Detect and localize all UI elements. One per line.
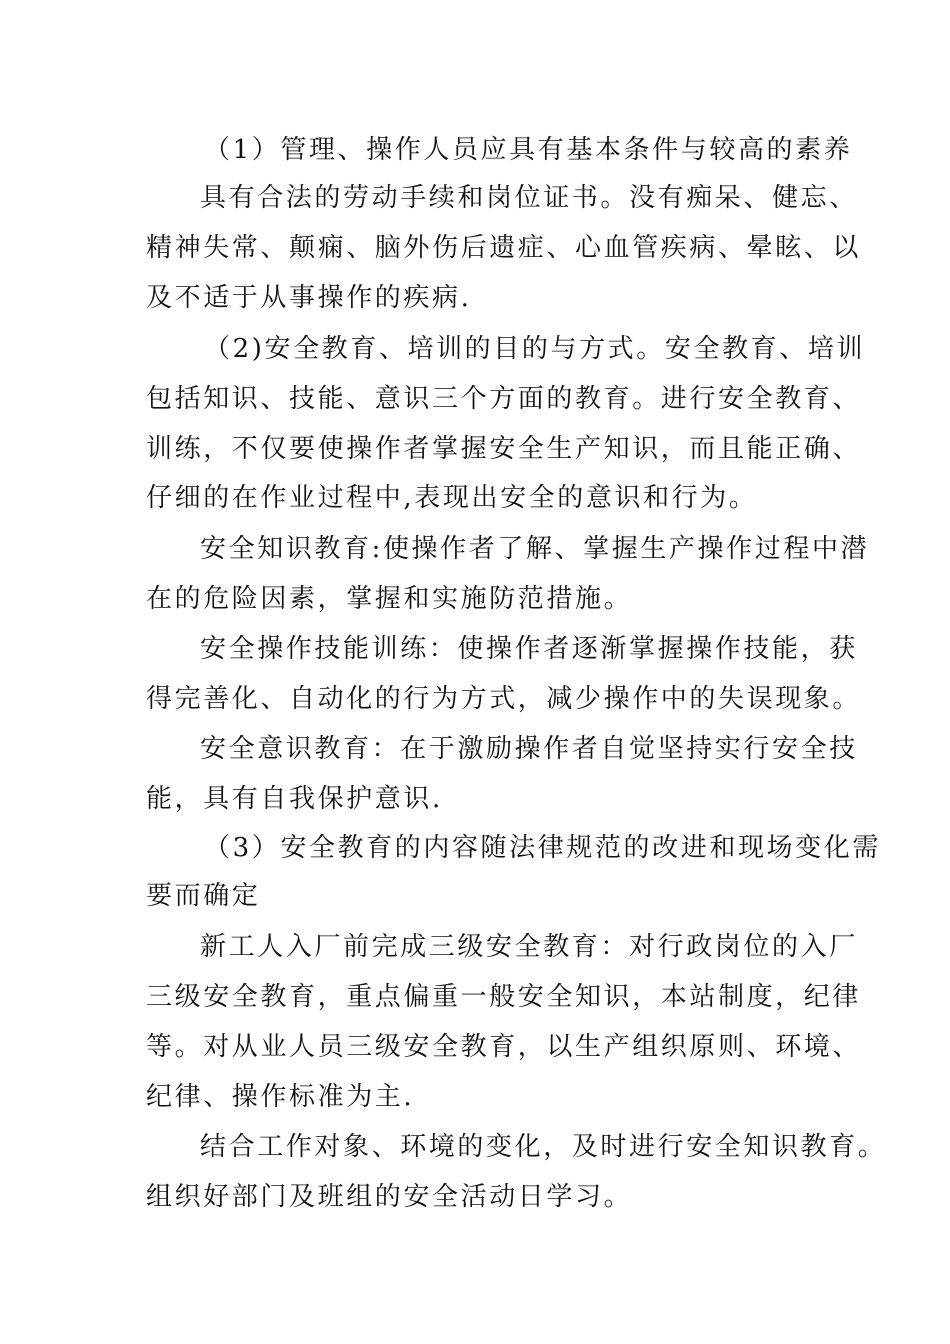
paragraph-line: 及不适于从事操作的疾病. (146, 283, 472, 313)
paragraph-line: 仔细的在作业过程中,表现出安全的意识和行为。 (146, 483, 758, 513)
paragraph-line: 等。对从业人员三级安全教育，以生产组织原则、环境、 (146, 1032, 862, 1062)
paragraph-line: 精神失常、颠痫、脑外伤后遗症、心血管疾病、晕眩、以 (146, 233, 862, 263)
paragraph-line: 结合工作对象、环境的变化，及时进行安全知识教育。 (200, 1132, 887, 1162)
heading-2: （2)安全教育、培训的目的与方式。安全教育、培训 (204, 334, 866, 364)
paragraph-line: 要而确定 (146, 881, 261, 911)
paragraph-line: 新工人入厂前完成三级安全教育：对行政岗位的入厂 (200, 932, 858, 962)
paragraph-line: 在的危险因素，掌握和实施防范措施。 (146, 584, 633, 614)
paragraph-line: 纪律、操作标准为主. (146, 1082, 415, 1112)
paragraph-line: 三级安全教育，重点偏重一般安全知识，本站制度，纪律 (146, 982, 862, 1012)
paragraph-line: 训练，不仅要使操作者掌握安全生产知识，而且能正确、 (146, 434, 862, 464)
paragraph-line: 具有合法的劳动手续和岗位证书。没有痴呆、健忘、 (200, 183, 858, 213)
paragraph-line: 安全意识教育：在于激励操作者自觉坚持实行安全技 (200, 734, 858, 764)
paragraph-line: 能，具有自我保护意识. (146, 784, 443, 814)
paragraph-line: 包括知识、技能、意识三个方面的教育。进行安全教育、 (146, 384, 862, 414)
paragraph-line: 组织好部门及班组的安全活动日学习。 (146, 1182, 633, 1212)
paragraph-line: 安全知识教育:使操作者了解、掌握生产操作过程中潜 (200, 534, 870, 564)
paragraph-line: 得完善化、自动化的行为方式，减少操作中的失误现象。 (146, 684, 862, 714)
heading-1: （1）管理、操作人员应具有基本条件与较高的素养 (204, 135, 853, 165)
paragraph-line: 安全操作技能训练：使操作者逐渐掌握操作技能，获 (200, 634, 858, 664)
heading-3: （3）安全教育的内容随法律规范的改进和现场变化需 (204, 833, 881, 863)
